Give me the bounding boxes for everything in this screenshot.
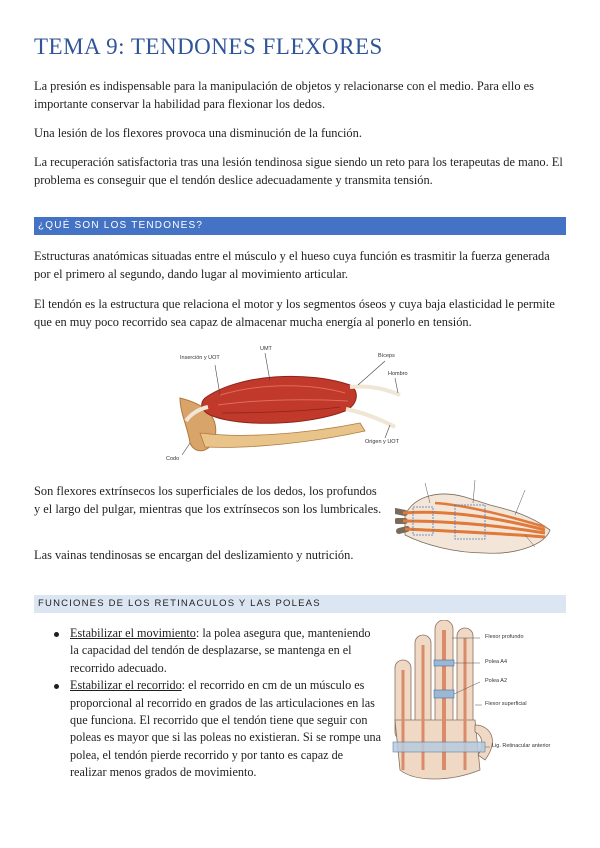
label-umt: UMT xyxy=(260,346,272,352)
list-item xyxy=(52,677,382,781)
list-item xyxy=(52,625,382,677)
bullet-term: Estabilizar el movimiento xyxy=(70,626,196,640)
section1-paragraph-2: El tendón es la estructura que relaciona el motor y los segmentos óseos y cuya baja elasticidad le permite que en muy poco recorrido sea capaz de almacenar mucha energía al ponerlo en tensión. xyxy=(34,297,555,329)
section1-paragraph-1: Estructuras anatómicas situadas entre el músculo y el hueso cuya función es trasmitir la fuerza generada por el primero al segundo, dando lugar al movimiento articular. xyxy=(34,249,550,281)
label-flexor-profundo: Flexor profundo xyxy=(485,634,524,640)
intro-paragraph-3: La recuperación satisfactoria tras una lesión tendinosa sigue siendo un reto para los terapeutas de mano. El problema es conseguir que el tendón deslice adecuadamente y transmita tensión. xyxy=(34,155,563,187)
functions-list xyxy=(52,625,382,782)
label-insercion: Inserción y UOT xyxy=(180,355,220,361)
intro-paragraph-1: La presión es indispensable para la manipulación de objetos y relacionarse con el medio. Para ello es importante conservar la habilidad para flexionar los dedos. xyxy=(34,79,534,111)
label-biceps: Bíceps xyxy=(378,353,395,359)
arm-muscle-figure xyxy=(160,343,415,468)
section-heading-funciones: FUNCIONES DE LOS RETINACULOS Y LAS POLEAS xyxy=(34,595,566,613)
page-title: TEMA 9: TENDONES FLEXORES xyxy=(34,34,383,59)
hand-tendon-figure xyxy=(395,475,560,565)
intro-paragraph-2: Una lesión de los flexores provoca una disminución de la función. xyxy=(34,126,362,140)
label-polea-a2: Polea A2 xyxy=(485,678,508,684)
bullet-icon xyxy=(54,684,59,689)
label-flexor-superficial: Flexor superficial xyxy=(485,701,527,707)
bullet-text: : el recorrido en cm de un músculo es proporcional al recorrido en grados de las articulaciones en las que funciona. El recorrido que el tendón tiene que seguir con poleas es mayor que si las poleas no existieran. Si se rompe una polea, el tendón pierde recorrido y por tanto es capaz de realizar menos grados de movimiento. xyxy=(70,678,382,780)
label-hombro: Hombro xyxy=(388,371,408,377)
section1-paragraph-3: Son flexores extrínsecos los superficiales de los dedos, los profundos y el largo del pulgar, mientras que los extrínsecos son los lumbricales. xyxy=(34,484,382,516)
bullet-text: : la polea asegura que, manteniendo la capacidad del tendón de desplazarse, se mantenga en el recorrido adecuado. xyxy=(70,626,371,675)
label-origen: Origen y UOT xyxy=(365,439,399,445)
hand-tendon-illustration xyxy=(395,475,560,565)
label-lig-retinacular: Lig. Retinacular anterior xyxy=(492,743,551,749)
finger-pulley-illustration xyxy=(390,620,565,785)
finger-pulley-figure xyxy=(390,620,565,785)
section-heading-tendones: ¿QUÉ SON LOS TENDONES? xyxy=(34,217,566,235)
bullet-icon xyxy=(54,632,59,637)
label-polea-a4: Polea A4 xyxy=(485,659,508,665)
bullet-term: Estabilizar el recorrido xyxy=(70,678,182,693)
label-codo: Codo xyxy=(166,456,180,462)
arm-muscle-illustration xyxy=(160,343,415,468)
section1-paragraph-4: Las vainas tendinosas se encargan del deslizamiento y nutrición. xyxy=(34,548,354,562)
